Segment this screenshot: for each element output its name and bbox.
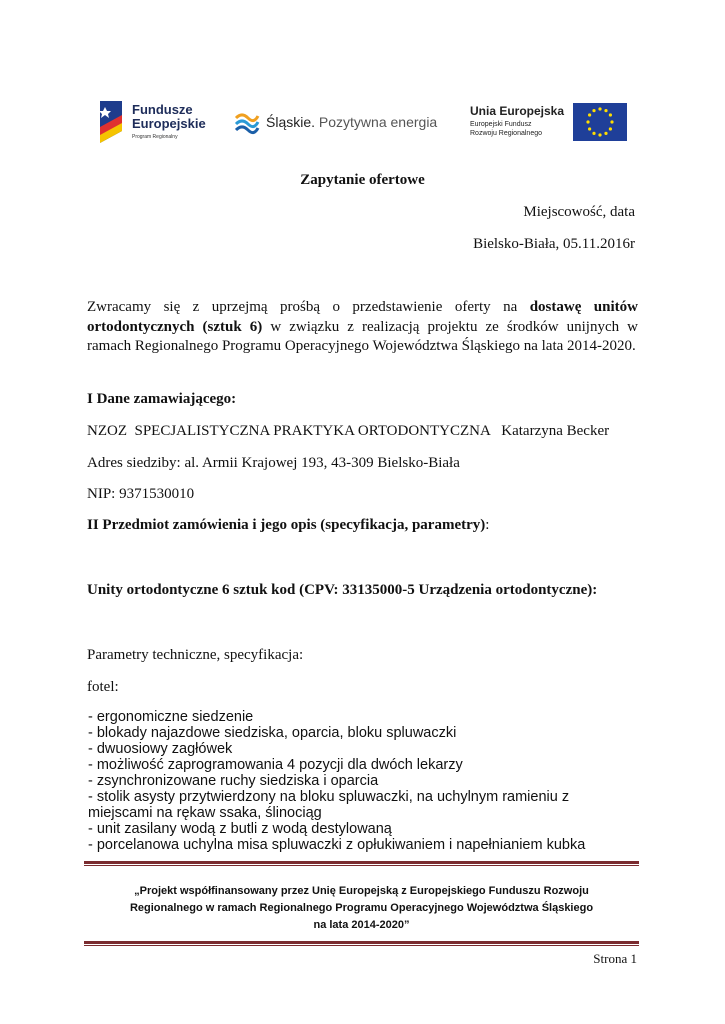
product-line: Unity ortodontyczne 6 sztuk kod (CPV: 33135000-5 Urządzenia ortodontyczne): xyxy=(87,582,598,598)
ue-line2: Rozwoju Regionalnego xyxy=(470,130,542,137)
fundusze-line2: Europejskie xyxy=(132,116,206,131)
unia-europejska-logo xyxy=(470,103,630,143)
chair-label: fotel: xyxy=(87,679,119,695)
intro-part2: w związku z realizacją projektu ze środków unijnych w ramach Regionalnego Programu Operacyjnego Województwa Śląskiego na lata 2014-2020. xyxy=(87,318,639,354)
footer-text xyxy=(84,883,639,934)
intro-part1: Zwracamy się z uprzejmą prośbą o przedstawienie oferty na xyxy=(87,299,530,315)
list-item: - blokady najazdowe siedziska, oparcia, bloku spluwaczki xyxy=(88,725,457,741)
list-item: - ergonomiczne siedzenie xyxy=(88,709,254,725)
intro-paragraph xyxy=(87,298,638,357)
list-item: - unit zasilany wodą z butli z wodą destylowaną xyxy=(88,821,392,837)
fundusze-line3: Program Regionalny xyxy=(132,134,178,140)
page-number: Strona 1 xyxy=(593,951,637,966)
address: Adres siedziby: al. Armii Krajowej 193, 43-309 Bielsko-Biała xyxy=(87,455,460,471)
list-item: - zsynchronizowane ruchy siedziska i oparcia xyxy=(88,773,379,789)
footer-line1: „Projekt współfinansowany przez Unię Europejską z Europejskiego Funduszu Rozwoju xyxy=(134,885,589,897)
fundusze-europejskie-logo xyxy=(96,99,206,145)
params-label: Parametry techniczne, specyfikacja: xyxy=(87,647,304,663)
slaskie-tagline: Pozytywna energia xyxy=(318,114,438,130)
section1-heading: I Dane zamawiającego: xyxy=(87,391,237,407)
slaskie-waves-icon xyxy=(234,110,260,136)
list-item: - stolik asysty przytwierdzony na bloku spluwaczki, na uchylnym ramieniu z xyxy=(88,789,570,805)
slaskie-logo xyxy=(234,108,444,138)
spec-list xyxy=(88,709,585,853)
ue-title: Unia Europejska xyxy=(470,104,565,118)
document-title: Zapytanie ofertowe xyxy=(300,172,425,188)
slaskie-brand: Śląskie. xyxy=(266,114,316,130)
list-item: miejscami na rękaw ssaka, ślinociąg xyxy=(88,805,322,821)
fundusze-line1: Fundusze xyxy=(132,102,193,117)
nip: NIP: 9371530010 xyxy=(87,486,195,502)
section2-heading: II Przedmiot zamówienia i jego opis (specyfikacja, parametry) xyxy=(87,517,486,533)
fundusze-emblem-icon xyxy=(96,101,126,145)
list-item: - możliwość zaprogramowania 4 pozycji dla dwóch lekarzy xyxy=(88,757,463,773)
section2-heading-wrap xyxy=(87,517,489,534)
footer-bottom-rule-thin xyxy=(84,945,639,946)
footer-top-rule xyxy=(84,861,639,864)
ue-line1: Europejski Fundusz xyxy=(470,121,532,128)
list-item: - dwuosiowy zagłówek xyxy=(88,741,233,757)
place-date-label: Miejscowość, data xyxy=(523,204,635,220)
section2-colon: : xyxy=(485,517,490,533)
org-name: NZOZ SPECJALISTYCZNA PRAKTYKA ORTODONTYCZNA Katarzyna Becker xyxy=(87,423,610,439)
intro-bold: dostawę unitów ortodontycznych (sztuk 6) xyxy=(87,299,638,335)
footer-line2: Regionalnego w ramach Regionalnego Programu Operacyjnego Województwa Śląskiego xyxy=(129,902,594,914)
footer-bottom-rule xyxy=(84,941,639,944)
eu-flag-icon xyxy=(573,103,627,141)
footer-line3: na lata 2014-2020” xyxy=(313,919,410,931)
place-date-value: Bielsko-Biała, 05.11.2016r xyxy=(473,236,635,252)
footer-top-rule-thin xyxy=(84,865,639,866)
list-item: - porcelanowa uchylna misa spluwaczki z opłukiwaniem i napełnianiem kubka xyxy=(88,837,586,853)
